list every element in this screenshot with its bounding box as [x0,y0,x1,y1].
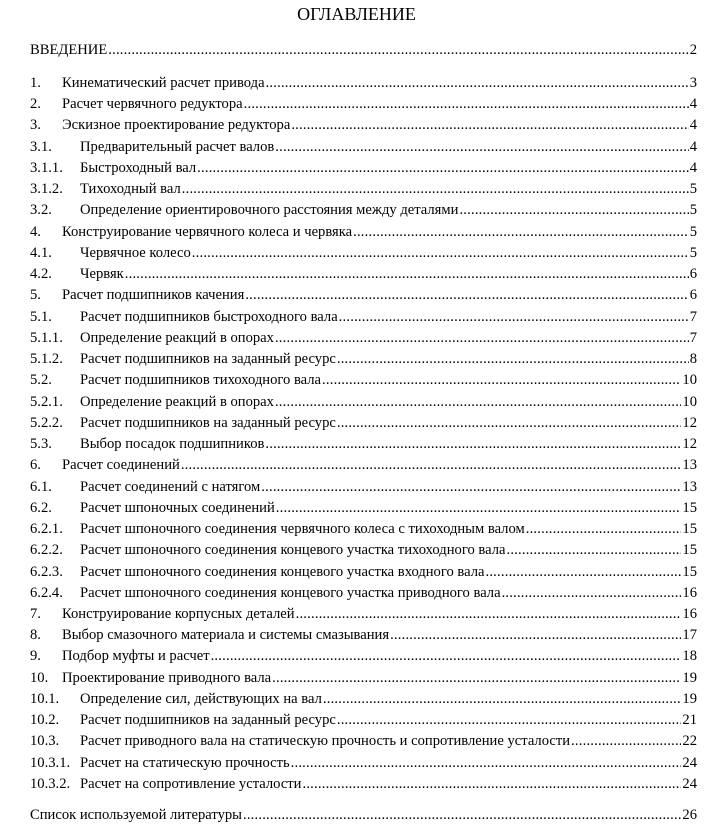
toc-entry-page: 5 [689,181,697,198]
dot-leader [275,137,688,157]
toc-entry[interactable] [30,731,697,751]
toc-entry[interactable] [30,625,697,645]
dot-leader [571,731,681,751]
toc-entry-title: Определение реакций в опорах [80,329,274,346]
toc-entry-page: 21 [682,712,697,729]
toc-entry[interactable] [30,710,697,730]
toc-entry-number: 5.1.1. [30,329,63,346]
toc-entry[interactable] [30,668,697,688]
dot-leader [390,625,681,645]
dot-leader [275,328,689,348]
toc-entry-page: 12 [682,414,697,431]
dot-leader [197,158,689,178]
toc-entry[interactable] [30,115,697,135]
toc-entry-number: 6.1. [30,478,52,495]
toc-entry-page: 22 [682,733,697,750]
dot-leader [526,519,682,539]
toc-entry-page: 17 [682,627,697,644]
toc-entry-page: 7 [689,329,697,346]
toc-entry-page: 24 [682,754,697,771]
toc-entry-page: 15 [682,499,697,516]
toc-entry-title: Расчет соединений [62,457,180,474]
toc-entry[interactable] [30,179,697,199]
toc-entry-number: 10.1. [30,690,60,707]
dot-leader [337,710,682,730]
toc-entry-page: 13 [682,478,697,495]
toc-entry[interactable] [30,604,697,624]
toc-entry-page: 10 [682,372,697,389]
dot-leader [339,307,689,327]
toc-entry-number: 10.3.2. [30,775,71,792]
toc-entry-number: 10.2. [30,712,60,729]
toc-entry-title: Расчет приводного вала на статическую прочность и сопротивление усталости [80,733,571,750]
toc-entry-title: Расчет червячного редуктора [62,96,243,113]
toc-entry-number: 5.3. [30,436,52,453]
toc-entry-title: Расчет шпоночных соединений [80,499,275,516]
dot-leader [275,392,681,412]
toc-entry-title: Проектирование приводного вала [62,669,272,686]
toc-entry-page: 16 [682,606,697,622]
toc-entry-page: 15 [682,542,697,559]
toc-entry[interactable] [30,498,697,518]
toc-entry-page: 2 [689,42,697,58]
dot-leader [302,774,681,794]
toc-entry-title: Конструирование червячного колеса и червяка [62,223,353,240]
toc-entry-page: 8 [689,351,697,368]
toc-entry[interactable] [30,200,697,220]
toc-entry[interactable] [30,285,697,305]
toc-entry[interactable] [30,583,697,603]
toc-entry-page: 19 [682,690,697,707]
toc-entry-number: 5. [30,287,41,304]
toc-entry[interactable] [30,137,697,157]
dot-leader [353,222,689,242]
toc-entry-number: 3.2. [30,202,52,219]
dot-leader [265,434,681,454]
toc-entry[interactable] [30,434,697,454]
toc-entry-number: 5.1.2. [30,351,63,368]
toc-entry-number: 6.2. [30,499,52,516]
dot-leader [485,562,681,582]
toc-entry-number: 4. [30,223,41,240]
toc-entry-number: 6.2.2. [30,542,63,559]
dot-leader [291,115,688,135]
toc-entry-title: Расчет шпоночного соединения концевого участка входного вала [80,563,485,580]
toc-entry-number: 6. [30,457,41,474]
toc-entry-number: 3.1. [30,138,52,155]
toc-entry-number: 6.2.3. [30,563,63,580]
toc-entry-title: Быстроходный вал [80,159,197,176]
toc-entry-page: 4 [689,138,697,155]
dot-leader [291,753,682,773]
dot-leader [296,604,682,624]
dot-leader [506,540,681,560]
toc-entry-title: Расчет подшипников тихоходного вала [80,372,322,389]
toc-entry[interactable] [30,40,697,60]
toc-entry-title: Расчет подшипников качения [62,287,245,304]
dot-leader [211,646,682,666]
toc-entry[interactable] [30,158,697,178]
toc-entry-number: 10.3. [30,733,60,750]
toc-entry-title: Расчет на сопротивление усталости [80,775,302,792]
toc-entry-number: 6.2.1. [30,521,63,538]
dot-leader [181,455,682,475]
toc-entry-page: 26 [682,807,697,823]
toc-entry[interactable] [30,392,697,412]
toc-entry-page: 15 [682,521,697,538]
toc-entry-title: Предварительный расчет валов [80,138,275,155]
dot-leader [261,477,681,497]
toc-entry-number: 2. [30,96,41,113]
toc-entry-title: ВВЕДЕНИЕ [30,42,108,58]
dot-leader [125,264,689,284]
toc-entry[interactable] [30,243,697,263]
toc-entry-number: 8. [30,627,41,644]
toc-entry[interactable] [30,413,697,433]
toc-entry-page: 4 [689,117,697,134]
toc-entry-title: Выбор смазочного материала и системы смазывания [62,627,390,644]
toc-entry-title: Расчет соединений с натягом [80,478,261,495]
dot-leader [272,668,681,688]
toc-entry-number: 5.2. [30,372,52,389]
toc-entry-title: Расчет подшипников на заданный ресурс [80,351,336,368]
toc-entry-title: Червяк [80,266,124,283]
toc-entry[interactable] [30,73,697,93]
toc-entry-page: 5 [689,223,697,240]
dot-leader [182,179,689,199]
toc-entry[interactable] [30,307,697,327]
dot-leader [337,413,682,433]
toc-entry-number: 4.2. [30,266,52,283]
page-title: ОГЛАВЛЕНИЕ [297,4,416,24]
dot-leader [276,498,682,518]
toc-entry-number: 5.2.2. [30,414,63,431]
toc-entry-number: 6.2.4. [30,584,63,601]
toc-entry-number: 3. [30,117,41,134]
dot-leader [322,370,681,390]
toc-entry-page: 13 [682,457,697,474]
toc-entry-title: Расчет шпоночного соединения концевого участка приводного вала [80,584,501,601]
toc-entry-page: 18 [682,648,697,665]
toc-entry-title: Расчет подшипников на заданный ресурс [80,414,336,431]
toc-entry-title: Червячное колесо [80,244,191,261]
toc-entry-page: 12 [682,436,697,453]
toc-entry-page: 19 [682,669,697,686]
toc-entry-page: 5 [689,202,697,219]
toc-entry-title: Список используемой литературы [30,807,242,823]
toc-entry[interactable] [30,222,697,242]
toc-entry-title: Кинематический расчет привода [62,75,265,91]
toc-entry[interactable] [30,774,697,794]
dot-leader [243,805,681,825]
toc-entry-page: 4 [689,159,697,176]
dot-leader [245,285,688,305]
toc-entry[interactable] [30,477,697,497]
toc-entry-number: 10. [30,669,49,686]
toc-entry-title: Расчет шпоночного соединения червячного колеса с тихоходным валом [80,521,525,538]
dot-leader [266,73,689,93]
toc-entry-title: Подбор муфты и расчет [62,648,210,665]
toc-entry-page: 10 [682,393,697,410]
toc-entry-title: Тихоходный вал [80,181,181,198]
toc-entry[interactable] [30,562,697,582]
toc-entry-page: 16 [682,584,697,601]
toc-entry[interactable] [30,805,697,825]
dot-leader [459,200,688,220]
toc-entry-number: 10.3.1. [30,754,71,771]
toc-entry-page: 6 [689,287,697,304]
toc-entry-page: 24 [682,775,697,792]
toc-entry-title: Определение ориентировочного расстояния между деталями [80,202,459,219]
toc-entry-number: 5.2.1. [30,393,63,410]
toc-entry-title: Определение реакций в опорах [80,393,274,410]
toc-entry-page: 7 [689,308,697,325]
toc-entry-page: 4 [689,96,697,113]
toc-entry-title: Определение сил, действующих на вал [80,690,322,707]
toc-entry-page: 5 [689,244,697,261]
toc-entry-title: Выбор посадок подшипников [80,436,265,453]
toc-entry[interactable] [30,349,697,369]
toc-entry-title: Расчет подшипников быстроходного вала [80,308,338,325]
dot-leader [244,94,689,114]
toc-entry-title: Расчет на статическую прочность [80,754,290,771]
toc-entry-number: 7. [30,606,41,622]
dot-leader [192,243,689,263]
toc-entry-title: Расчет шпоночного соединения концевого участка тихоходного вала [80,542,506,559]
toc-entry-page: 15 [682,563,697,580]
dot-leader [108,40,688,60]
toc-entry[interactable] [30,753,697,773]
toc-entry[interactable] [30,455,697,475]
toc-entry-title: Расчет подшипников на заданный ресурс [80,712,336,729]
toc-entry-page: 6 [689,266,697,283]
toc-entry-title: Конструирование корпусных деталей [62,606,295,622]
toc-entry[interactable] [30,689,697,709]
toc-entry[interactable] [30,540,697,560]
toc-entry[interactable] [30,519,697,539]
toc-entry-title: Эскизное проектирование редуктора [62,117,291,134]
toc-entry-number: 4.1. [30,244,52,261]
toc-entry[interactable] [30,94,697,114]
toc-entry[interactable] [30,646,697,666]
toc-entry-number: 9. [30,648,41,665]
toc-entry-number: 1. [30,75,41,91]
toc-entry-number: 3.1.1. [30,159,63,176]
toc-entry-number: 5.1. [30,308,52,325]
toc-entry[interactable] [30,264,697,284]
toc-entry[interactable] [30,328,697,348]
dot-leader [502,583,682,603]
toc-entry-number: 3.1.2. [30,181,63,198]
toc-entry[interactable] [30,370,697,390]
dot-leader [337,349,689,369]
toc-entry-page: 3 [689,75,697,91]
dot-leader [323,689,682,709]
